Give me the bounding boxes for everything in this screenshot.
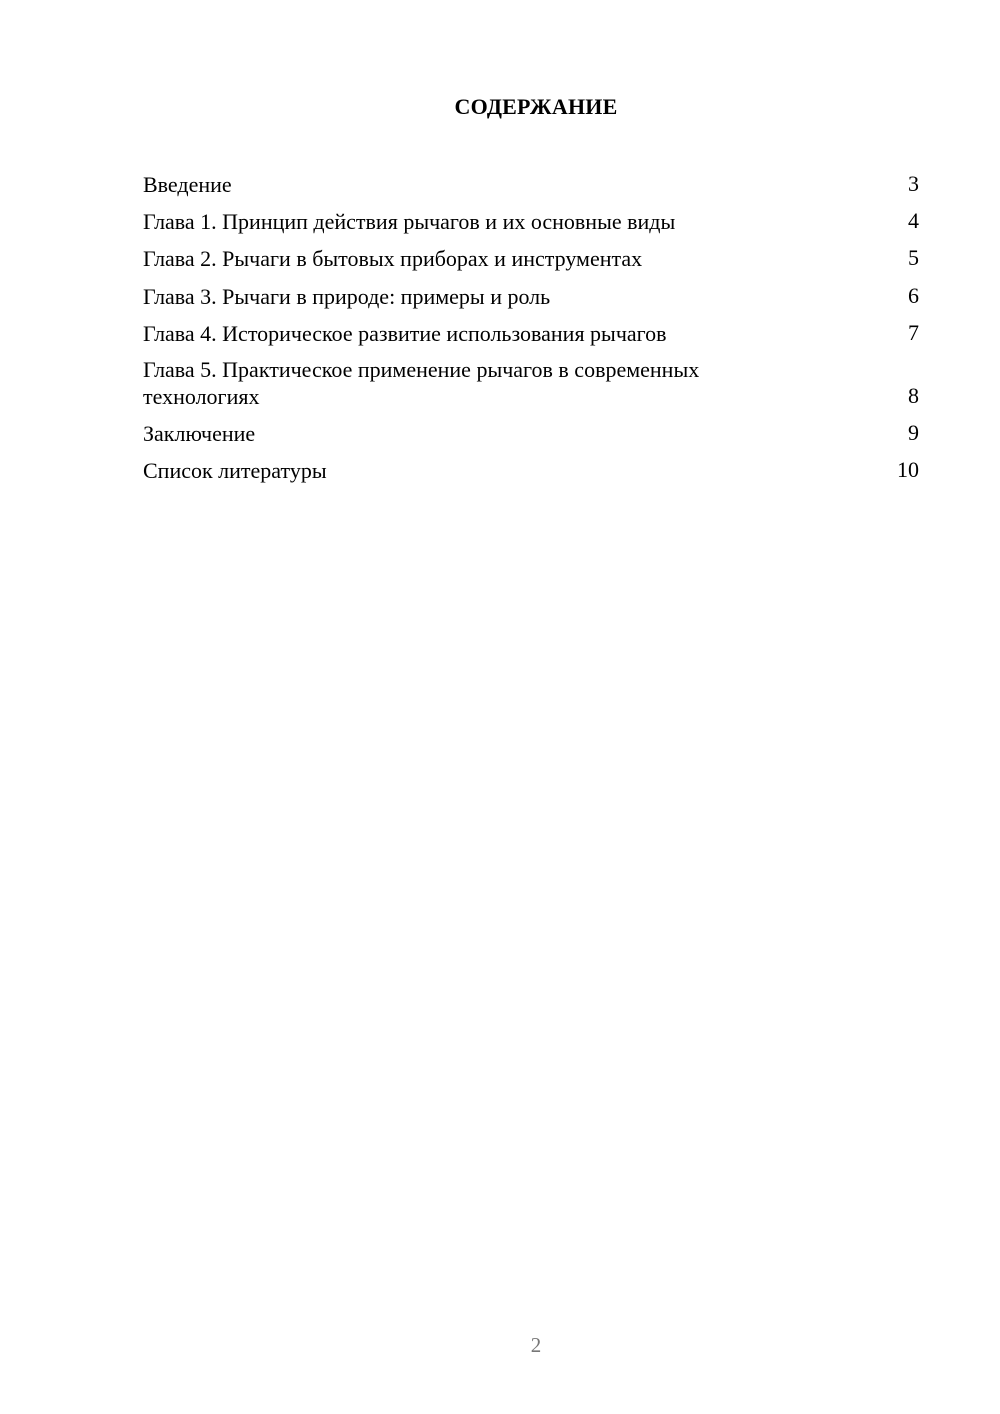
toc-entry [143,170,919,198]
toc-entry-page: 5 [908,245,919,271]
toc-entry [143,244,919,272]
toc-entry-page: 10 [897,457,919,483]
toc-entry-label: Список литературы [143,458,327,484]
toc-entry-label: Глава 4. Историческое развитие использования рычагов [143,320,667,346]
toc-entry-label: Глава 1. Принцип действия рычагов и их основные виды [143,209,676,235]
toc-entry [143,356,919,410]
toc-entry [143,282,919,310]
toc-entry-page: 7 [908,319,919,345]
toc-entry-label: Глава 3. Рычаги в природе: примеры и роль [143,283,551,309]
toc-entry-label: Глава 5. Практическое применение рычагов в современных технологиях [143,356,700,409]
table-of-contents [143,170,919,494]
toc-entry-page: 6 [908,282,919,308]
toc-entry [143,419,919,447]
toc-entry-label: Глава 2. Рычаги в бытовых приборах и инструментах [143,246,643,272]
toc-entry [143,456,919,484]
toc-entry-page: 4 [908,208,919,234]
toc-entry-page: 8 [908,382,919,408]
toc-title: СОДЕРЖАНИЕ [454,94,618,119]
toc-entry [143,207,919,235]
toc-entry-label: Введение [143,172,232,197]
toc-entry-page: 9 [908,420,919,446]
page-number: 2 [530,1333,542,1357]
toc-entry-label: Заключение [143,421,256,447]
toc-entry-page: 3 [908,171,919,196]
toc-entry [143,319,919,347]
